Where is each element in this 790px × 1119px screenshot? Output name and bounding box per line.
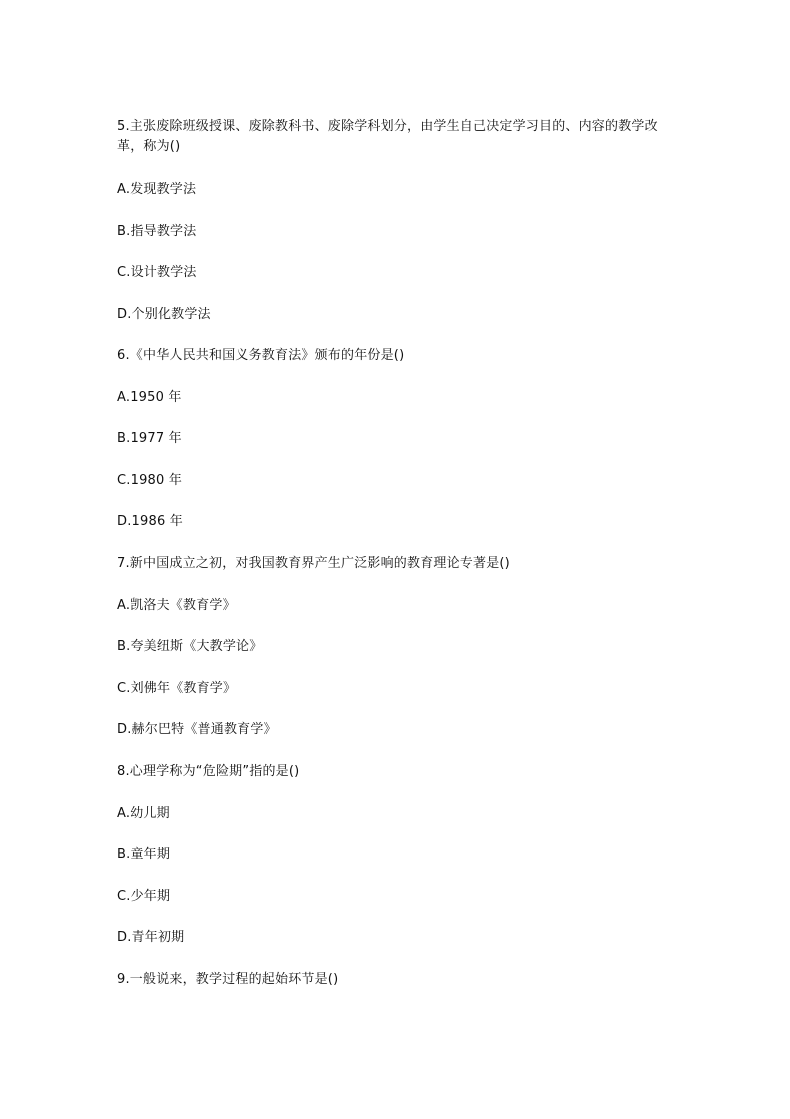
question-8-stem: 8.心理学称为“危险期”指的是() (117, 764, 300, 779)
question-6-option-c: C.1980 年 (117, 473, 183, 488)
question-6-stem: 6.《中华人民共和国义务教育法》颁布的年份是() (117, 348, 405, 363)
question-8-option-c: C.少年期 (117, 889, 171, 904)
question-6-option-a: A.1950 年 (117, 390, 182, 405)
question-9-stem: 9.一般说来，教学过程的起始环节是() (117, 972, 339, 987)
question-7-option-c: C.刘佛年《教育学》 (117, 681, 237, 696)
question-5-option-d: D.个别化教学法 (117, 307, 211, 322)
question-6-option-d: D.1986 年 (117, 514, 183, 529)
question-5-option-b: B.指导教学法 (117, 224, 197, 239)
question-6-option-b: B.1977 年 (117, 431, 182, 446)
question-7-option-b: B.夸美纽斯《大教学论》 (117, 639, 263, 654)
question-7-stem: 7.新中国成立之初，对我国教育界产生广泛影响的教育理论专著是() (117, 556, 510, 571)
question-8-option-d: D.青年初期 (117, 930, 185, 945)
question-5-option-a: A.发现教学法 (117, 182, 197, 197)
question-5-option-c: C.设计教学法 (117, 265, 197, 280)
question-8-option-a: A.幼儿期 (117, 806, 170, 821)
question-7-option-a: A.凯洛夫《教育学》 (117, 598, 236, 613)
question-7-option-d: D.赫尔巴特《普通教育学》 (117, 722, 277, 737)
question-8-option-b: B.童年期 (117, 847, 171, 862)
question-5-stem: 5.主张废除班级授课、废除教科书、废除学科划分，由学生自己决定学习目的、内容的教学改革，称为() (117, 119, 658, 154)
